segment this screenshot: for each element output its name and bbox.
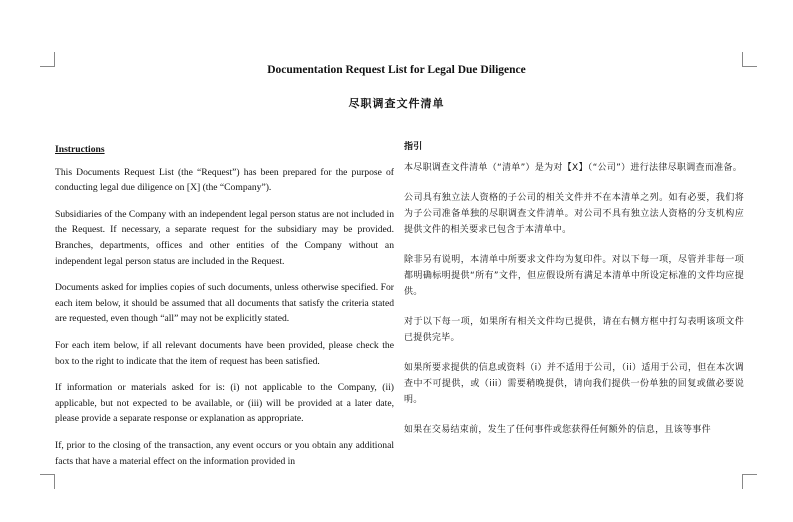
instruction-paragraph-en-5: If information or materials asked for is: (i) not applicable to the Company, (ii) applicable, but not expected to be available, or (iii) will be provided at a later date, please provide a separate response or explanation as appropriate. xyxy=(55,382,394,425)
instruction-paragraph-en-1: This Documents Request List (the “Request”) has been prepared for the purpose of conducting legal due diligence on [X] (the “Company”). xyxy=(55,166,394,194)
instruction-paragraph-zh-3: 除非另有说明，本清单中所要求文件均为复印件。对以下每一项，尽管并非每一项都明确标明提供“所有”文件，但应假设所有满足本清单中所设定标准的文件均应提供。 xyxy=(404,255,744,297)
instruction-paragraph-zh-2: 公司具有独立法人资格的子公司的相关文件并不在本清单之列。如有必要，我们将为子公司准备单独的尽职调查文件清单。对公司不具有独立法人资格的分支机构应提供文件的相关要求已包含于本清单中。 xyxy=(404,193,744,235)
instruction-paragraph-zh-5: 如果所要求提供的信息或资料（i）并不适用于公司，（ii）适用于公司，但在本次调查中不可提供，或（iii）需要稍晚提供，请向我们提供一份单独的回复或做必要说明。 xyxy=(404,363,744,405)
page-corner-mark-bottom-left xyxy=(40,474,55,489)
instruction-paragraph-en-4: For each item below, if all relevant documents have been provided, please check the box to the right to indicate that the item of request has been satisfied. xyxy=(55,339,394,367)
instructions-column-english xyxy=(55,142,394,480)
instruction-paragraph-zh-4: 对于以下每一项，如果所有相关文件均已提供，请在右侧方框中打勾表明该项文件已提供完毕。 xyxy=(404,317,744,343)
instruction-paragraph-zh-6: 如果在交易结束前，发生了任何事件或您获得任何额外的信息，且该等事件 xyxy=(404,425,711,435)
instructions-column-chinese xyxy=(404,139,744,452)
instruction-paragraph-en-2: Subsidiaries of the Company with an independent legal person status are not included in the Request. If necessary, a separate request for the subsidiary may be provided. Branches, departments, offices and other entities of the Company without an independent legal person status are included in the Request. xyxy=(55,208,394,267)
instruction-paragraph-zh-1: 本尽职调查文件清单（“清单”）是为对【X】（“公司”）进行法律尽职调查而准备。 xyxy=(404,163,743,173)
instructions-heading-english: Instructions xyxy=(55,144,105,155)
document-title-english: Documentation Request List for Legal Due Diligence xyxy=(267,64,526,76)
page-corner-mark-bottom-right xyxy=(742,474,757,489)
document-title-chinese: 尽职调查文件清单 xyxy=(348,97,445,110)
instruction-paragraph-en-3: Documents asked for implies copies of such documents, unless otherwise specified. For each item below, it should be assumed that all documents that satisfy the criteria stated are requested, even though “all” may not be explicitly stated. xyxy=(55,282,394,325)
instructions-heading-chinese: 指引 xyxy=(404,142,423,152)
instruction-paragraph-en-6: If, prior to the closing of the transaction, any event occurs or you obtain any additional facts that have a material effect on the information provided in xyxy=(55,439,394,467)
